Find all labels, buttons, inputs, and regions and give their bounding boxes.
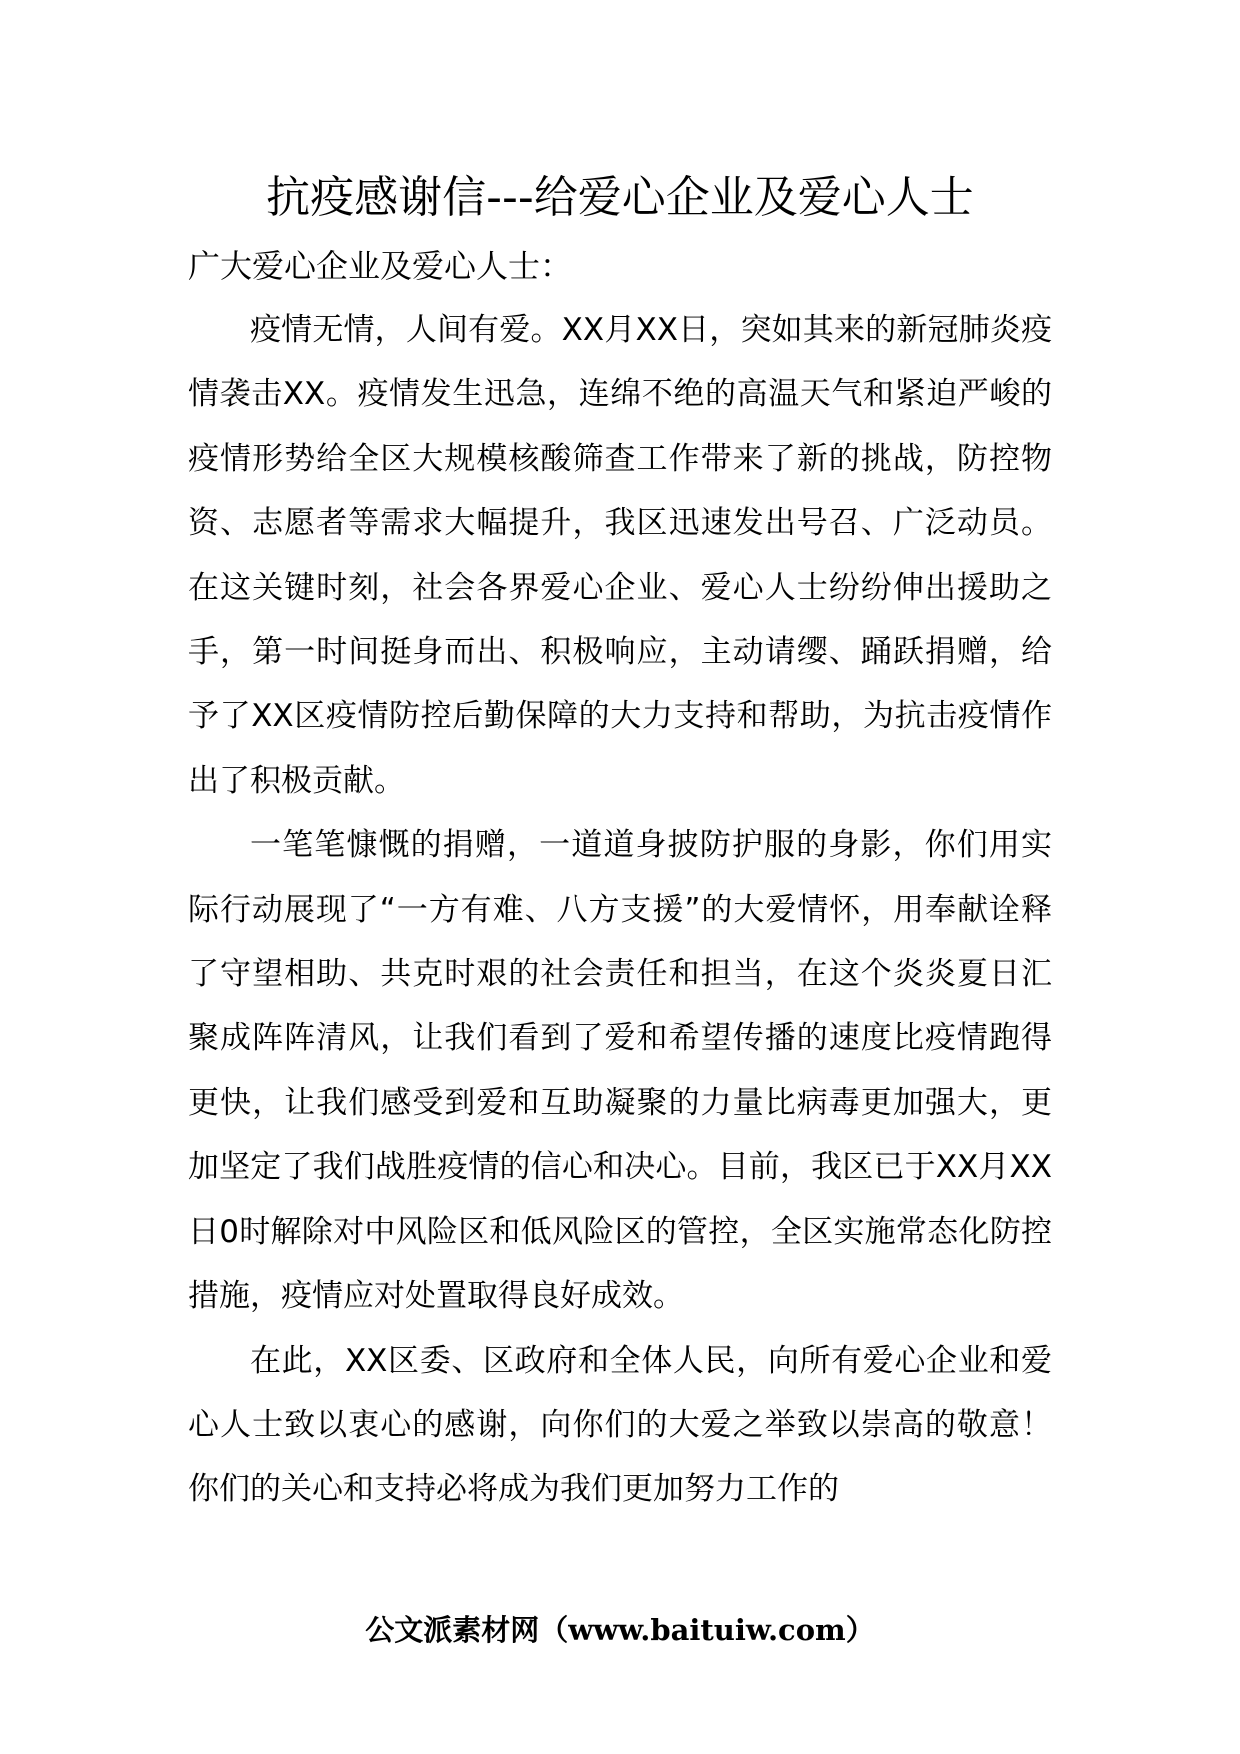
salutation: 广大爱心企业及爱心人士： bbox=[188, 247, 573, 285]
document-title: 抗疫感谢信---给爱心企业及爱心人士 bbox=[266, 172, 974, 223]
footer-watermark: 公文派素材网（www.baituiw.com） bbox=[365, 1613, 875, 1647]
paragraph-1: 疫情无情，人间有爱。XX月XX日，突如其来的新冠肺炎疫情袭击XX。疫情发生迅急，连绵不绝的高温天气和紧迫严峻的疫情形势给全区大规模核酸筛查工作带来了新的挑战，防控物资、志愿者等需求大幅提升，我区迅速发出号召、广泛动员。在这关键时刻，社会各界爱心企业、爱心人士纷纷伸出援助之手，第一时间挺身而出、积极响应，主动请缨、踊跃捐赠，给予了XX区疫情防控后勤保障的大力支持和帮助，为抗击疫情作出了积极贡献。 bbox=[188, 312, 1052, 799]
letter-body bbox=[188, 298, 1052, 1522]
paragraph-3: 在此，XX区委、区政府和全体人民，向所有爱心企业和爱心人士致以衷心的感谢，向你们的大爱之举致以崇高的敬意！你们的关心和支持必将成为我们更加努力工作的 bbox=[188, 1342, 1052, 1508]
paragraph-2: 一笔笔慷慨的捐赠，一道道身披防护服的身影，你们用实际行动展现了“一方有难、八方支援”的大爱情怀，用奉献诠释了守望相助、共克时艰的社会责任和担当，在这个炎炎夏日汇聚成阵阵清风，让我们看到了爱和希望传播的速度比疫情跑得更快，让我们感受到爱和互助凝聚的力量比病毒更加强大，更加坚定了我们战胜疫情的信心和决心。目前，我区已于XX月XX日0时解除对中风险区和低风险区的管控，全区实施常态化防控措施，疫情应对处置取得良好成效。 bbox=[188, 827, 1052, 1315]
